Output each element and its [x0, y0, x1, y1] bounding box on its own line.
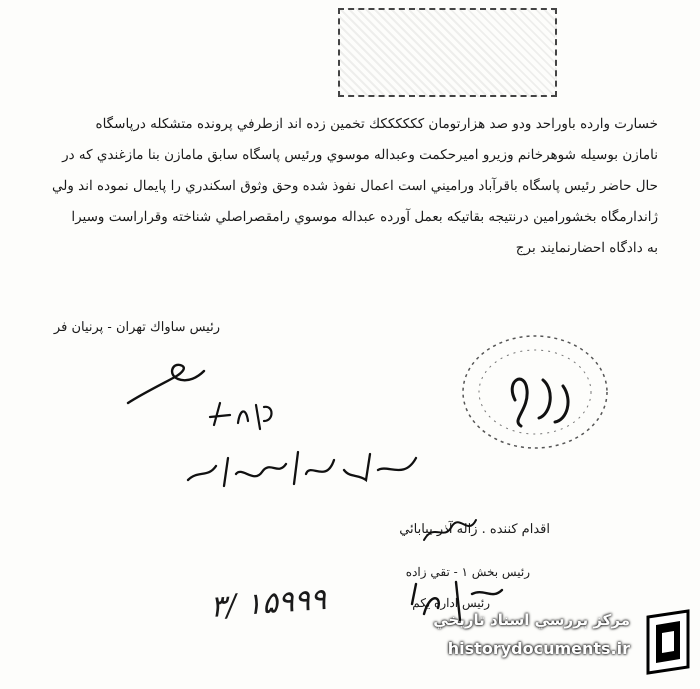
signature-scribble: [120, 355, 210, 410]
reference-number: ۱۵۹۹۹ /۳: [208, 581, 328, 626]
handwritten-note: [200, 395, 280, 440]
body-line: حال حاضر رئيس پاسگاه باقرآباد وراميني است اعمال نفوذ شده وحق وثوق اسكندري را پايمال نموده اند ولي: [51, 178, 658, 194]
watermark-url: historydocuments.ir: [447, 639, 630, 658]
action-officer-line: اقدام كننده . زاله آذر ببابائي: [399, 522, 550, 537]
body-line: خسارت وارده باوراحد ودو صد هزارتومان ككككككك تخمين زده اند ازطرفي پرونده متشكله درپاسگاه: [95, 116, 658, 132]
section-chief-line: رئيس بخش ۱ - تقي زاده: [405, 565, 530, 579]
body-line: نامازن بوسيله شوهرخانم وزيرو اميرحكمت وعبداله موسوي ورئيس پاسگاه سابق مامازن بنا مازغندي كه در: [62, 147, 658, 163]
action-signature: [420, 512, 480, 547]
handwritten-instruction: [178, 440, 428, 500]
body-line: ژاندارمگاه بخشورامين درنتيجه بقاتيكه بعمل آورده عبداله موسوي رامقصراصلي شناخته وقراراست وسيرا: [71, 209, 658, 225]
department-head-line: رئيس اداره يكم: [412, 596, 490, 610]
watermark-name: مركز بررسي اسناد تاريخي: [433, 611, 630, 629]
body-line: به دادگاه احضارنمايند برج: [515, 240, 658, 256]
signatory-label: رئيس ساواك تهران - پرنيان فر: [53, 320, 220, 335]
document-body: [48, 118, 658, 273]
watermark: [398, 603, 700, 689]
archive-logo-icon: [638, 607, 698, 677]
header-stamp: [338, 8, 557, 97]
round-stamp: [455, 330, 615, 460]
